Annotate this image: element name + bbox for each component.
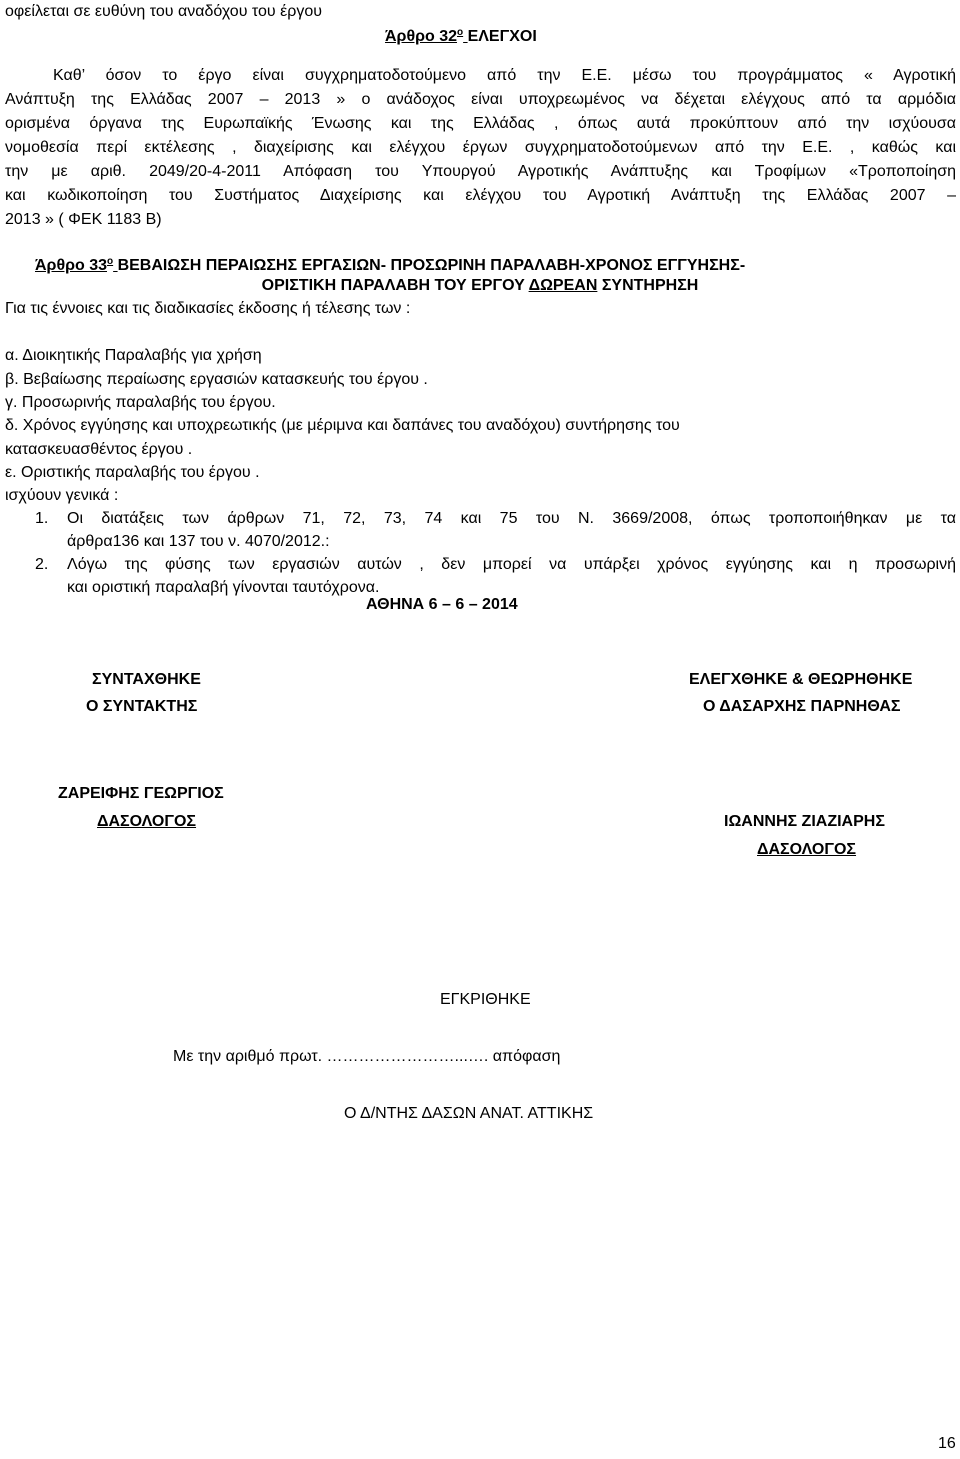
paragraph-line-2: Ανάπτυξη της Ελλάδας 2007 – 2013 » ο ανάδοχος είναι υποχρεωμένος να δέχεται ελέγχους από τα αρμόδια: [5, 91, 956, 108]
article-32-heading: Άρθρο $32^o$ ΕΛΕΓΧΟΙ: [385, 27, 537, 45]
list-item-a: α. Διοικητικής Παραλαβής για χρήση: [5, 347, 262, 364]
paragraph-line-3: ορισμένα όργανα της Ευρωπαϊκής Ένωσης και της Ελλάδας , όπως αυτά προκύπτουν από την ισχύουσα: [5, 115, 956, 132]
numbered-item-1-number: 1.: [35, 510, 49, 527]
protocol-number-line: Με την αριθμό πρωτ. ……………………...…. απόφαση: [173, 1048, 561, 1065]
numbered-item-2-line-2: και οριστική παραλαβή γίνονται ταυτόχρονα.: [67, 579, 380, 596]
article-33-heading-line-1: Άρθρο $33^o$ ΒΕΒΑΙΩΣΗ ΠΕΡΑΙΩΣΗΣ ΕΡΓΑΣΙΩΝ- ΠΡΟΣΩΡΙΝΗ ΠΑΡΑΛΑΒΗ-ΧΡΟΝΟΣ ΕΓΓΥΗΣΗΣ-: [35, 256, 746, 274]
right-signatory-name: ΙΩΑΝΝΗΣ ΖΙΑΖΙΑΡΗΣ: [724, 813, 885, 830]
numbered-item-1-line-1: Οι διατάξεις των άρθρων 71, 72, 73, 74 και 75 του Ν. 3669/2008, όπως τροποποιήθηκαν με τα: [67, 510, 956, 527]
paragraph-line-1: Καθ’ όσον το έργο είναι συγχρηματοδοτούμενο από την Ε.Ε. μέσω του προγράμματος « Αγροτική: [53, 67, 956, 84]
composer-label: Ο ΣΥΝΤΑΚΤΗΣ: [86, 698, 198, 715]
right-signatory-title: ΔΑΣΟΛΟΓΟΣ: [757, 841, 857, 858]
forester-head-label: Ο ΔΑΣΑΡΧΗΣ ΠΑΡΝΗΘΑΣ: [703, 698, 901, 715]
paragraph-line-6: και κωδικοποίηση του Συστήματος Διαχείρισης και ελέγχου του Αγροτική Ανάπτυξη της Ελλάδας 2007 –: [5, 187, 956, 204]
list-item-d-line-1: δ. Χρόνος εγγύησης και υποχρεωτικής (με μέριμνα και δαπάνες του αναδόχου) συντήρησης του: [5, 417, 680, 434]
date-line: ΑΘΗΝΑ 6 – 6 – 2014: [366, 596, 518, 613]
left-signatory-name: ΖΑΡΕΙΦΗΣ ΓΕΩΡΓΙΟΣ: [58, 785, 224, 802]
page-number: 16: [938, 1435, 956, 1452]
paragraph-line-5: την με αριθ. 2049/20-4-2011 Απόφαση του Υπουργού Αγροτικής Ανάπτυξης και Τροφίμων «Τροποποίηση: [5, 163, 956, 180]
intro-line: Για τις έννοιες και τις διαδικασίες έκδοσης ή τέλεσης των :: [5, 300, 411, 317]
list-item-e: ε. Οριστικής παραλαβής του έργου .: [5, 464, 260, 481]
left-signatory-title: ΔΑΣΟΛΟΓΟΣ: [97, 813, 197, 830]
composed-label: ΣΥΝΤΑΧΘΗΚΕ: [92, 671, 201, 688]
list-item-d-line-2: κατασκευασθέντος έργου .: [5, 441, 193, 458]
paragraph-line-4: νομοθεσία περί εκτέλεσης , διαχείρισης και ελέγχου έργων συγχρηματοδοτούμενων από την Ε.Ε. , καθώς και: [5, 139, 956, 156]
paragraph-line-7: 2013 » ( ΦΕΚ 1183 Β): [5, 211, 162, 228]
top-continuation-line: οφείλεται σε ευθύνη του αναδόχου του έργου: [5, 3, 322, 20]
approving-authority: Ο Δ/ΝΤΗΣ ΔΑΣΩΝ ΑΝΑΤ. ΑΤΤΙΚΗΣ: [344, 1105, 594, 1122]
numbered-item-2-line-1: Λόγω της φύσης των εργασιών αυτών , δεν μπορεί να υπάρξει χρόνος εγγύησης και η προσωρινή: [67, 556, 956, 573]
article-33-heading-line-2: ΟΡΙΣΤΙΚΗ ΠΑΡΑΛΑΒΗ ΤΟΥ ΕΡΓΟΥ ΔΩΡΕΑΝ ΣΥΝΤΗΡΗΣΗ: [261, 277, 699, 294]
checked-label: ΕΛΕΓΧΘΗΚΕ & ΘΕΩΡΗΘΗΚΕ: [689, 671, 913, 688]
numbered-item-2-number: 2.: [35, 556, 49, 573]
valid-generally-label: ισχύουν γενικά :: [5, 487, 119, 504]
list-item-c: γ. Προσωρινής παραλαβής του έργου.: [5, 394, 276, 411]
numbered-item-1-line-2: άρθρα136 και 137 του ν. 4070/2012.:: [67, 533, 330, 550]
approved-label: ΕΓΚΡΙΘΗΚΕ: [440, 991, 531, 1008]
list-item-b: β. Βεβαίωσης περαίωσης εργασιών κατασκευής του έργου .: [5, 371, 428, 388]
